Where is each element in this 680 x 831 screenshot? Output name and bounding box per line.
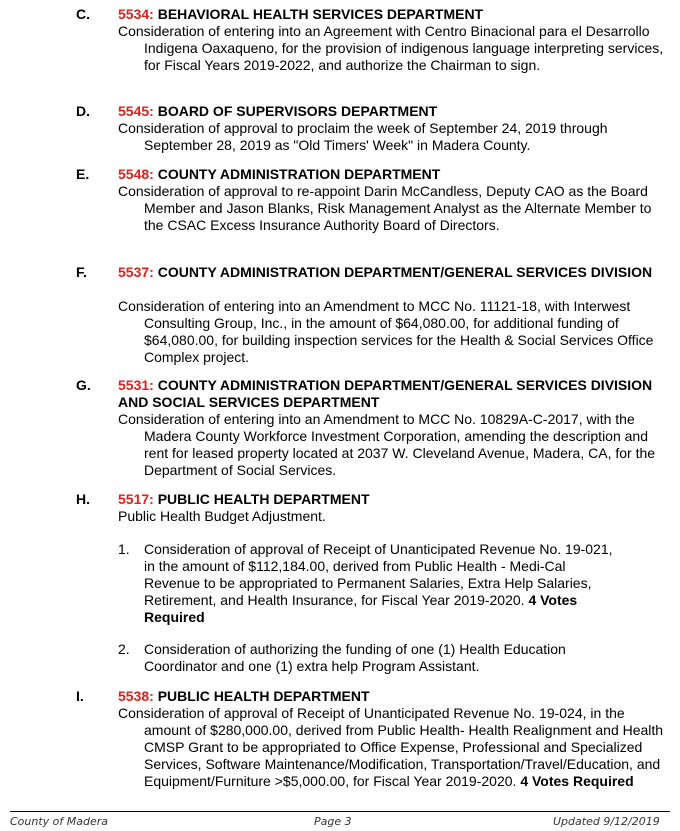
- item-number: 5538:: [118, 688, 154, 704]
- item-heading: [118, 264, 658, 281]
- footer-county: County of Madera: [10, 815, 109, 828]
- item-description-body: Consideration of approval of Receipt of Unanticipated Revenue No. 19-024, in the amount of $280,000.00, derived from Public Health- Health Realignment and Health CMSP Grant to be appropriated to Office Expense, Professional and Specialized Services, Software Maintenance/Modification, Transportation/Travel/Education, and Equipment/Furniture >$5,000.00, for Fiscal Year 2019-2020.: [118, 705, 664, 789]
- votes-required: 4 Votes Required: [144, 592, 578, 625]
- item-heading: [118, 377, 658, 411]
- item-description: Consideration of approval to re-appoint Darin McCandless, Deputy CAO as the Board Member and Jason Blanks, Risk Management Analyst as the Alternate Member to the CSAC Excess Insurance Authority Board of Directors.: [118, 183, 652, 233]
- item-department: PUBLIC HEALTH DEPARTMENT: [157, 491, 370, 507]
- item-number: 5517:: [118, 491, 154, 507]
- item-letter: I.: [76, 688, 84, 704]
- sub-item-number: 1.: [118, 541, 130, 557]
- item-heading: [118, 688, 658, 705]
- item-description: [118, 705, 664, 790]
- item-heading: [118, 103, 658, 120]
- footer-page-number: Page 3: [314, 815, 352, 828]
- item-department: PUBLIC HEALTH DEPARTMENT: [157, 688, 370, 704]
- footer-divider: [10, 811, 670, 812]
- item-description: Consideration of entering into an Agreement with Centro Binacional para el Desarrollo Indigena Oaxaqueno, for the provision of indigenous language interpreting services, for Fiscal Years 2019-2022, and authorize the Chairman to sign.: [118, 23, 664, 73]
- item-description: Consideration of entering into an Amendment to MCC No. 10829A-C-2017, with the Madera County Workforce Investment Corporation, amending the description and rent for leased property located at 2037 W. Cleveland Avenue, Madera, CA, for the Department of Social Services.: [118, 411, 656, 478]
- sub-item-body: Consideration of authorizing the funding of one (1) Health Education Coordinator and one (1) extra help Program Assistant.: [144, 641, 566, 674]
- item-number: 5531:: [118, 377, 154, 393]
- item-letter: E.: [76, 166, 90, 182]
- item-description: Public Health Budget Adjustment.: [118, 508, 326, 524]
- item-number: 5537:: [118, 264, 154, 280]
- item-department: COUNTY ADMINISTRATION DEPARTMENT/GENERAL SERVICES DIVISION: [157, 264, 653, 280]
- item-letter: G.: [76, 377, 91, 393]
- item-letter: D.: [76, 103, 90, 119]
- item-department: COUNTY ADMINISTRATION DEPARTMENT/GENERAL SERVICES DIVISION AND SOCIAL SERVICES DEPARTMENT: [118, 377, 653, 410]
- sub-item-text: [144, 541, 614, 626]
- votes-required: 4 Votes Required: [520, 773, 634, 789]
- item-heading: [118, 166, 658, 183]
- item-number: 5548:: [118, 166, 154, 182]
- item-department: BEHAVIORAL HEALTH SERVICES DEPARTMENT: [157, 6, 484, 22]
- sub-item-body: Consideration of approval of Receipt of Unanticipated Revenue No. 19-021, in the amount of $112,184.00, derived from Public Health - Medi-Cal Revenue to be appropriated to Permanent Salaries, Extra Help Salaries, Retirement, and Health Insurance, for Fiscal Year 2019-2020.: [144, 541, 613, 608]
- footer-updated-date: Updated 9/12/2019: [553, 815, 660, 828]
- item-description: Consideration of entering into an Amendment to MCC No. 11121-18, with Interwest Consulting Group, Inc., in the amount of $64,080.00, for additional funding of $64,080.00, for building inspection services for the Health & Social Services Office Complex project.: [118, 298, 654, 365]
- item-department: BOARD OF SUPERVISORS DEPARTMENT: [157, 103, 438, 119]
- sub-item-number: 2.: [118, 641, 130, 657]
- item-number: 5534:: [118, 6, 154, 22]
- item-letter: H.: [76, 491, 90, 507]
- item-number: 5545:: [118, 103, 154, 119]
- item-description: Consideration of approval to proclaim the week of September 24, 2019 through September 28, 2019 as "Old Timers' Week" in Madera County.: [118, 120, 608, 153]
- item-heading: [118, 6, 658, 23]
- item-letter: C.: [76, 6, 90, 22]
- item-heading: [118, 491, 658, 508]
- item-letter: F.: [76, 264, 87, 280]
- item-department: COUNTY ADMINISTRATION DEPARTMENT: [157, 166, 441, 182]
- sub-item-text: [144, 641, 614, 675]
